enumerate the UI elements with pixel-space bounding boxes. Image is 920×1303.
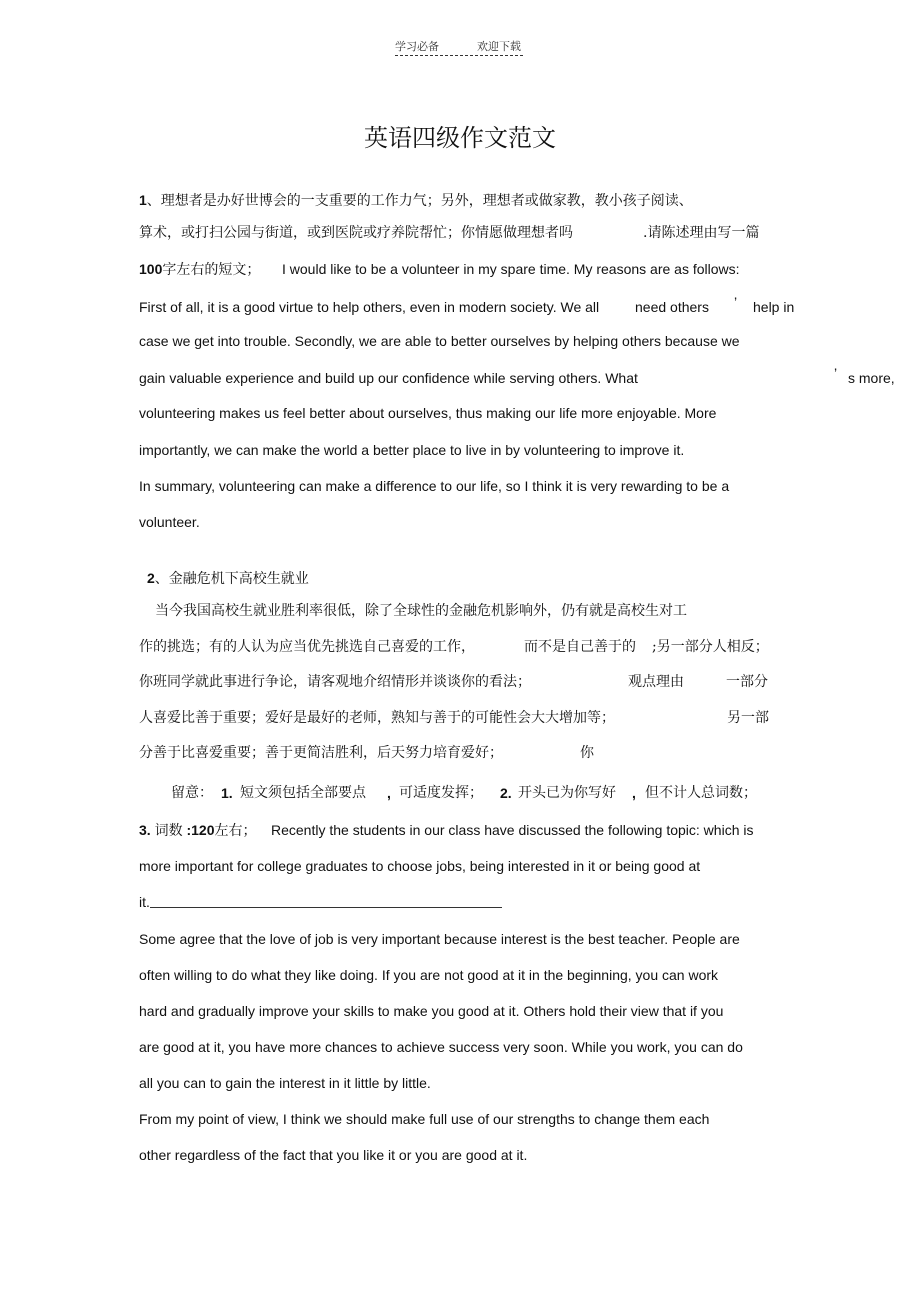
essay2-line8: all you can to gain the interest in it little by little. [139, 1075, 431, 1091]
essay2-line3: it. [139, 894, 150, 910]
header-right-text: 欢迎下载 [477, 40, 521, 53]
essay1-word-count [139, 260, 260, 279]
essay2-prompt-line1: 当今我国高校生就业胜利率很低，除了全球性的金融危机影响外，仍有就是高校生对工 [155, 603, 687, 619]
header-left-text: 学习必备 [395, 40, 439, 53]
note-3 [139, 821, 257, 840]
essay2-line5: often willing to do what they like doing. If you are not good at it in the beginning, you can work [139, 967, 719, 983]
essay1-prompt-line1 [139, 191, 693, 210]
essay2-prompt-line4a: 人喜爱比善于重要；爱好是最好的老师，熟知与善于的可能性会大大增加等； [139, 710, 615, 726]
note-2-comma: , [632, 785, 636, 801]
notes-label: 留意： [171, 785, 213, 801]
apostrophe-mark: ’ [734, 294, 738, 310]
essay1-line3: I would like to be a volunteer in my spare time. My reasons are as follows: [282, 261, 740, 277]
essay1-count-text: 字左右的短文； [162, 262, 261, 278]
note-2-extra: 但不计人总词数； [645, 785, 757, 801]
essay1-prompt-line2b: .请陈述理由写一篇 [643, 225, 760, 241]
essay1-line4a: First of all, it is a good virtue to help others, even in modern society. We all [139, 299, 600, 315]
essay1-line4b: need others [635, 299, 709, 315]
essay2-line6: hard and gradually improve your skills to make you good at it. Others hold their view that if you [139, 1003, 724, 1019]
essay1-line9: In summary, volunteering can make a difference to our life, so I think it is very rewarding to be a [139, 478, 730, 494]
apostrophe-mark: ’ [834, 365, 838, 381]
essay2-prompt-line2a: 作的挑选；有的人认为应当优先挑选自己喜爱的工作， [139, 639, 475, 655]
essay1-line8: importantly, we can make the world a better place to live in by volunteering to improve it. [139, 442, 685, 458]
essay1-count-number: 100 [139, 261, 163, 277]
note-1-comma: , [387, 785, 391, 801]
note-1-text: 短文须包括全部要点 [240, 785, 366, 801]
essay2-number: 2 [147, 570, 155, 586]
essay1-line6a: gain valuable experience and build up our confidence while serving others. What [139, 370, 638, 386]
essay2-heading [147, 569, 309, 588]
blank-underline [150, 907, 502, 908]
essay2-prompt-line5b: 你 [580, 745, 594, 761]
page-header [395, 37, 523, 56]
essay1-prompt-text: 、理想者是办好世博会的一支重要的工作力气；另外，理想者或做家教，教小孩子阅读、 [146, 193, 693, 209]
note-3-unit: 左右； [214, 823, 257, 839]
essay2-line7: are good at it, you have more chances to achieve success very soon. While you work, you can do [139, 1039, 743, 1055]
note-2-text: 开头已为你写好 [518, 785, 616, 801]
note-3-number: 3. [139, 822, 151, 838]
essay2-prompt-line5a: 分善于比喜爱重要；善于更简洁胜利，后天努力培育爱好； [139, 745, 503, 761]
essay1-number: 1 [139, 192, 147, 208]
essay2-prompt-line3b: 观点理由 [628, 674, 684, 690]
essay2-line1: Recently the students in our class have discussed the following topic: which is [271, 822, 754, 838]
essay1-line5: case we get into trouble. Secondly, we are able to better ourselves by helping others because we [139, 333, 740, 349]
essay2-line9: From my point of view, I think we should make full use of our strengths to change them each [139, 1111, 710, 1127]
essay1-line4c: help in [753, 299, 795, 315]
essay2-prompt-line3c: 一部分 [726, 674, 768, 690]
note-1-extra: 可适度发挥； [399, 785, 483, 801]
note-2-number: 2. [500, 785, 512, 801]
essay1-line10: volunteer. [139, 514, 200, 530]
essay2-line2: more important for college graduates to choose jobs, being interested in it or being good at [139, 858, 701, 874]
note-3-value: :120 [186, 822, 215, 838]
essay1-prompt-line2a: 算术，或打扫公园与街道，或到医院或疗养院帮忙；你情愿做理想者吗 [139, 225, 573, 241]
note-3-text: 词数 [154, 823, 183, 839]
document-title: 英语四级作文范文 [364, 124, 556, 152]
essay2-prompt-line2c: ;另一部分人相反； [652, 639, 769, 655]
essay2-prompt-line4b: 另一部 [727, 710, 769, 726]
essay2-prompt-line2b: 而不是自己善于的 [524, 639, 636, 655]
essay2-line10: other regardless of the fact that you like it or you are good at it. [139, 1147, 528, 1163]
essay2-heading-text: 、金融危机下高校生就业 [154, 571, 309, 587]
essay1-line7: volunteering makes us feel better about ourselves, thus making our life more enjoyable. More [139, 405, 717, 421]
essay2-prompt-line3a: 你班同学就此事进行争论，请客观地介绍情形并谈谈你的看法； [139, 674, 531, 690]
note-1-number: 1. [221, 785, 233, 801]
essay1-line6b: s more, [848, 370, 895, 386]
essay2-line4: Some agree that the love of job is very important because interest is the best teacher. People are [139, 931, 740, 947]
